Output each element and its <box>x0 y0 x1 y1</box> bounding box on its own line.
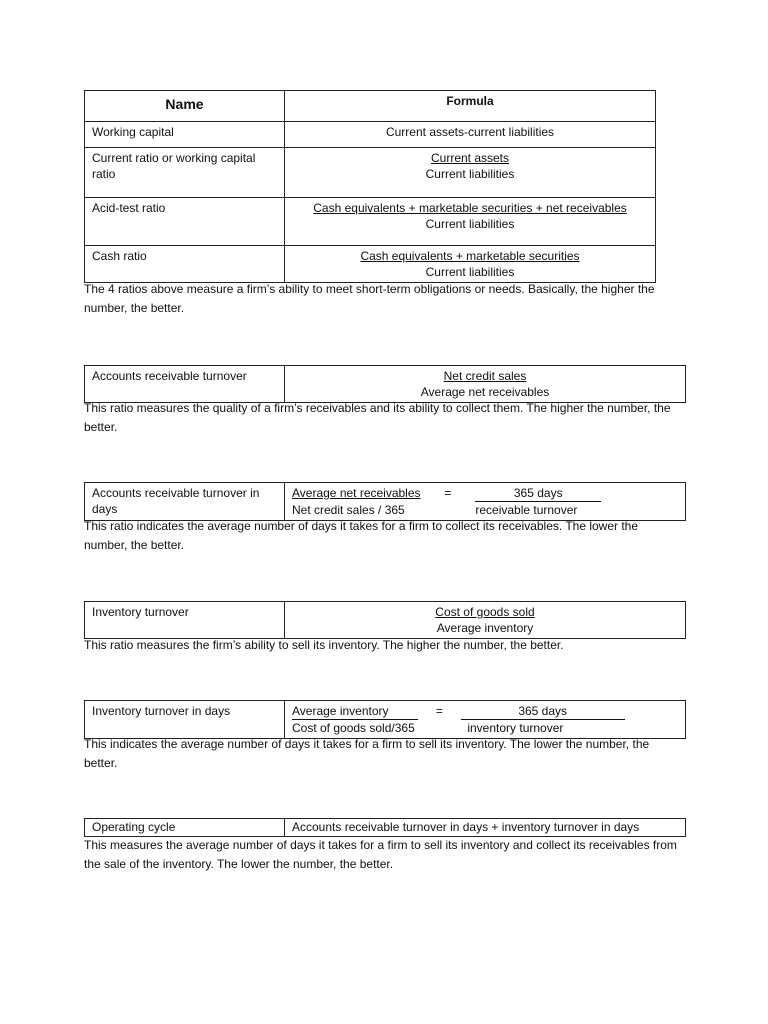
right-numerator: 365 days <box>475 485 601 502</box>
formula-numerator: Net credit sales <box>443 369 527 383</box>
row-formula <box>285 148 656 198</box>
left-denominator: Net credit sales / 365 <box>292 503 405 517</box>
row-name: Acid-test ratio <box>85 198 285 246</box>
table-row <box>85 122 656 148</box>
equals-sign: = <box>435 704 443 718</box>
table-row <box>85 602 686 639</box>
row-name: Accounts receivable turnover in days <box>85 483 285 521</box>
table-row <box>85 246 656 283</box>
table-row <box>85 148 656 198</box>
row-name: Current ratio or working capital ratio <box>85 148 285 198</box>
ratio-table-inventory-turnover <box>84 601 686 639</box>
ratio-table-ar-days <box>84 482 686 521</box>
right-denominator: inventory turnover <box>467 721 564 735</box>
header-name: Name <box>85 91 285 122</box>
formula-numerator: Cash equivalents + marketable securities <box>360 249 580 263</box>
formula-denominator: Average inventory <box>436 621 534 635</box>
ar-days-note: This ratio indicates the average number of days it takes for a firm to collect its receivables. The lower the number, the better. <box>84 519 639 552</box>
row-formula <box>285 701 686 739</box>
ratio-table-operating-cycle <box>84 818 686 837</box>
row-formula <box>285 366 686 403</box>
table-row <box>85 366 686 403</box>
ar-turnover-note: This ratio measures the quality of a firm’s receivables and its ability to collect them. The higher the number, the better. <box>84 401 671 434</box>
left-numerator: Average inventory <box>292 703 418 720</box>
right-denominator: receivable turnover <box>475 503 578 517</box>
formula-numerator: Current assets <box>430 151 510 165</box>
liquidity-note: The 4 ratios above measure a firm’s ability to meet short-term obligations or needs. Basically, the higher the number, the better. <box>84 282 655 315</box>
operating-cycle-note: This measures the average number of days it takes for a firm to sell its inventory and collect its receivables from the sale of the inventory. The lower the number, the better. <box>84 838 677 871</box>
left-denominator: Cost of goods sold/365 <box>292 721 415 735</box>
row-name: Operating cycle <box>85 819 285 837</box>
row-name: Inventory turnover <box>85 602 285 639</box>
row-formula <box>285 246 656 283</box>
equals-sign: = <box>444 486 452 500</box>
row-name: Cash ratio <box>85 246 285 283</box>
right-numerator: 365 days <box>461 703 625 720</box>
inventory-turnover-note: This ratio measures the firm’s ability to sell its inventory. The higher the number, the better. <box>84 638 564 652</box>
table-header-row <box>85 91 656 122</box>
row-name: Working capital <box>85 122 285 148</box>
row-formula: Current assets-current liabilities <box>285 122 656 148</box>
formula-denominator: Current liabilities <box>425 167 515 181</box>
ratio-table-ar-turnover <box>84 365 686 403</box>
left-numerator: Average net receivables <box>292 486 421 500</box>
row-formula <box>285 602 686 639</box>
ratio-table-inventory-days <box>84 700 686 739</box>
header-formula: Formula <box>285 91 656 122</box>
table-row <box>85 819 686 837</box>
formula-denominator: Current liabilities <box>425 217 515 231</box>
formula-denominator: Current liabilities <box>425 265 515 279</box>
table-row <box>85 198 656 246</box>
row-name: Inventory turnover in days <box>85 701 285 739</box>
row-formula <box>285 198 656 246</box>
table-row <box>85 701 686 739</box>
row-name: Accounts receivable turnover <box>85 366 285 403</box>
table-row <box>85 483 686 521</box>
inventory-days-note: This indicates the average number of days it takes for a firm to sell its inventory. The lower the number, the better. <box>84 737 650 770</box>
formula-denominator: Average net receivables <box>420 385 550 399</box>
formula-numerator: Cash equivalents + marketable securities + net receivables <box>313 201 627 215</box>
row-formula: Accounts receivable turnover in days + inventory turnover in days <box>285 819 686 837</box>
ratio-table-liquidity <box>84 90 656 283</box>
formula-numerator: Cost of goods sold <box>435 605 535 619</box>
row-formula <box>285 483 686 521</box>
